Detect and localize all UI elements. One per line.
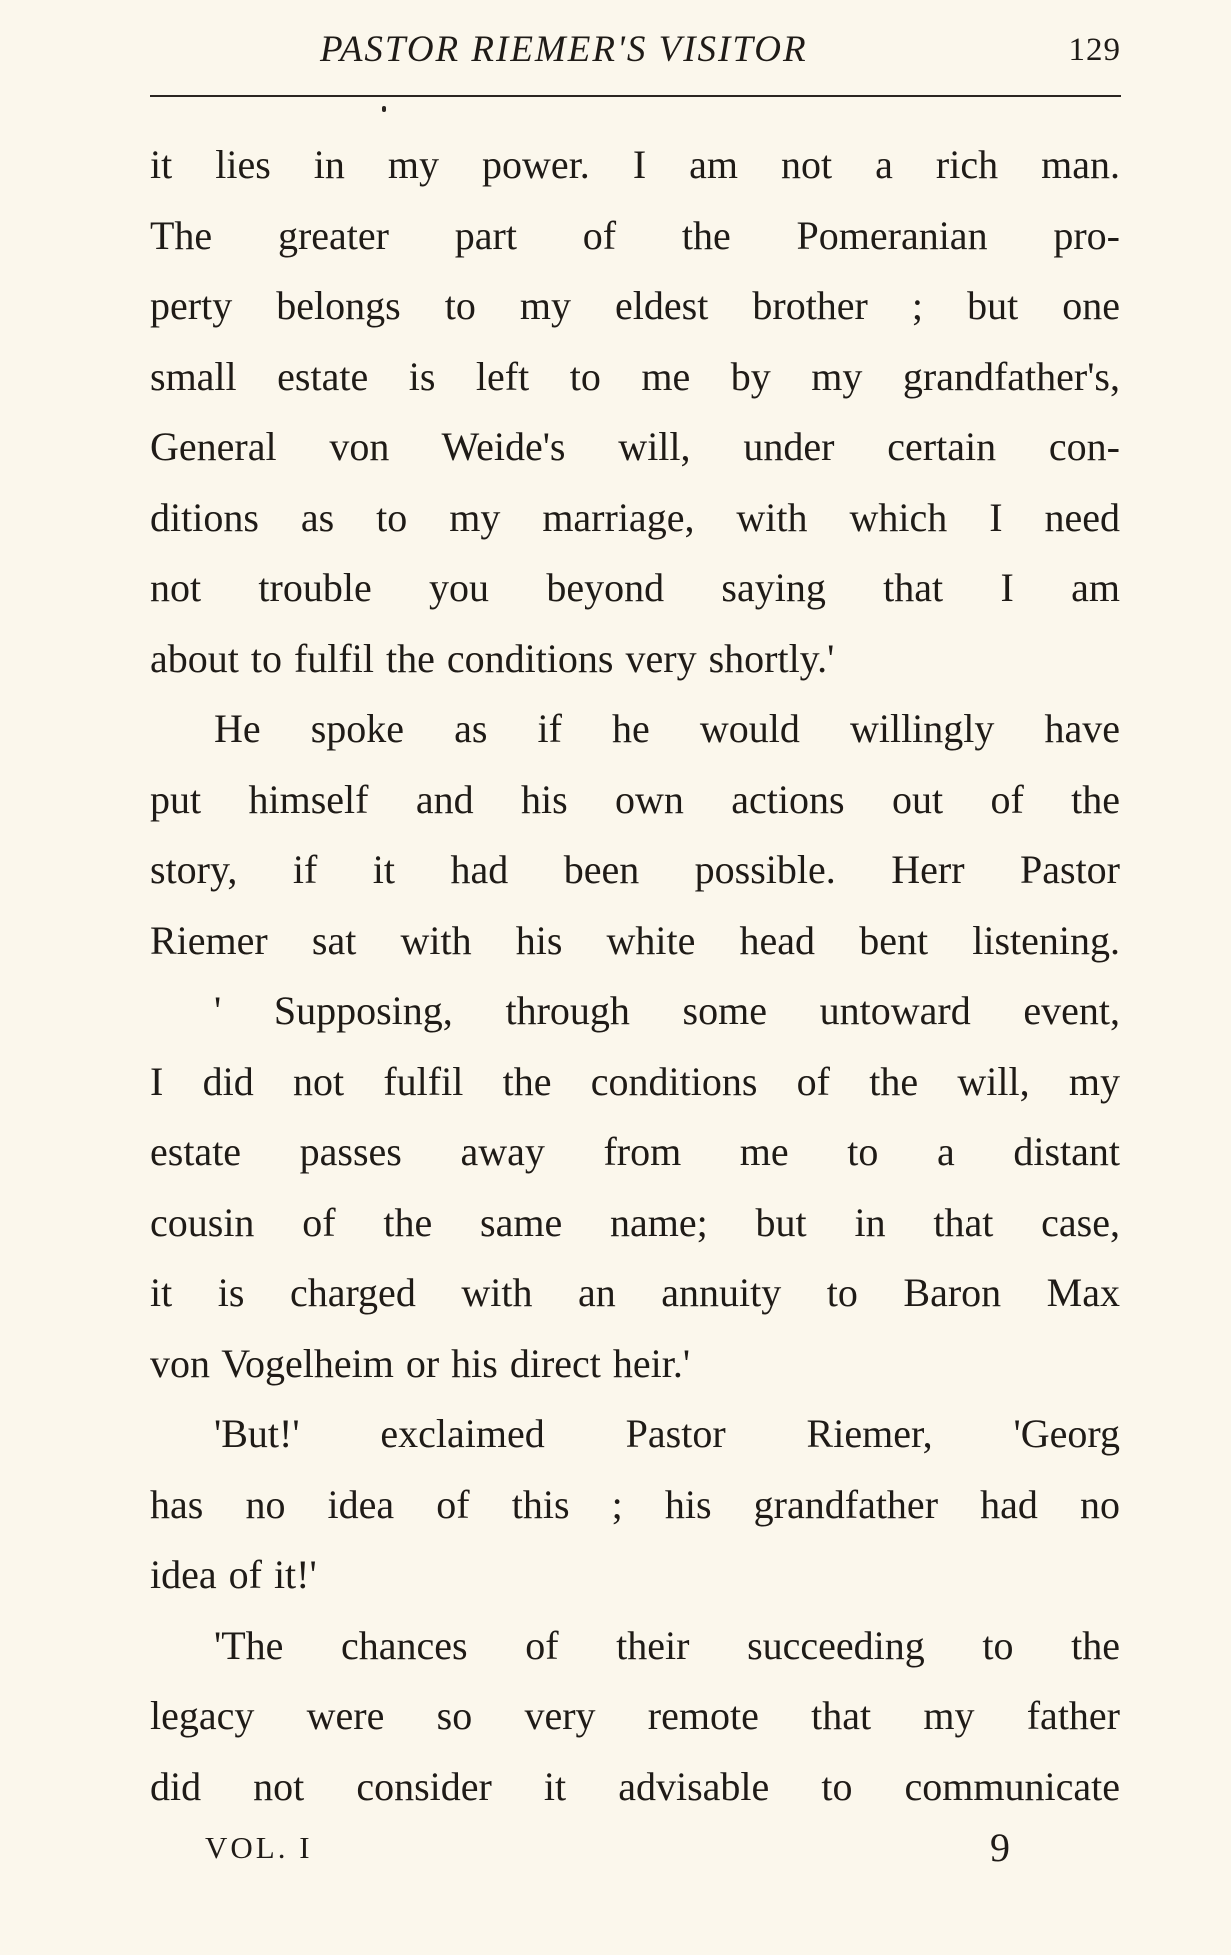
text-line: 'But!' exclaimed Pastor Riemer, 'Georg bbox=[214, 1411, 1120, 1456]
text-line: perty belongs to my eldest brother ; but one bbox=[150, 283, 1120, 328]
text-line: ' Supposing, through some untoward event, bbox=[214, 988, 1120, 1033]
text-line: von Vogelheim or his direct heir.' bbox=[150, 1340, 691, 1386]
text-line: did not consider it advisable to communicate bbox=[150, 1763, 1120, 1809]
body-text bbox=[150, 130, 1120, 1822]
footer bbox=[150, 1825, 1121, 1880]
text-line: legacy were so very remote that my father bbox=[150, 1693, 1120, 1738]
text-line: put himself and his own actions out of the bbox=[150, 776, 1120, 822]
text-line: has no idea of this ; his grandfather had no bbox=[150, 1481, 1120, 1527]
page-number: 129 bbox=[1068, 32, 1121, 68]
text-line: I did not fulfil the conditions of the will, my bbox=[150, 1058, 1120, 1104]
text-line: cousin of the same name; but in that case, bbox=[150, 1199, 1120, 1245]
text-line: story, if it had been possible. Herr Pastor bbox=[150, 847, 1120, 892]
text-line: He spoke as if he would willingly have bbox=[214, 706, 1120, 751]
text-line: not trouble you beyond saying that I am bbox=[150, 565, 1120, 610]
running-title: PASTOR RIEMER'S VISITOR bbox=[320, 29, 808, 70]
ink-speck bbox=[382, 106, 386, 112]
text-line: Riemer sat with his white head bent listening. bbox=[150, 917, 1120, 963]
text-line: estate passes away from me to a distant bbox=[150, 1129, 1120, 1174]
text-line: it is charged with an annuity to Baron Max bbox=[150, 1270, 1120, 1315]
text-line: idea of it!' bbox=[150, 1552, 317, 1597]
header-rule bbox=[150, 95, 1121, 97]
text-line: 'The chances of their succeeding to the bbox=[214, 1622, 1120, 1668]
text-line: small estate is left to me by my grandfather's, bbox=[150, 353, 1120, 399]
text-line: about to fulfil the conditions very shortly.' bbox=[150, 635, 835, 681]
text-line: it lies in my power. I am not a rich man. bbox=[150, 142, 1120, 187]
signature-mark: 9 bbox=[990, 1825, 1010, 1870]
text-line: The greater part of the Pomeranian pro- bbox=[150, 212, 1120, 258]
volume-label: VOL. I bbox=[205, 1830, 313, 1865]
running-head bbox=[150, 24, 1121, 72]
text-line: General von Weide's will, under certain con- bbox=[150, 424, 1120, 469]
text-line: ditions as to my marriage, with which I need bbox=[150, 494, 1120, 540]
